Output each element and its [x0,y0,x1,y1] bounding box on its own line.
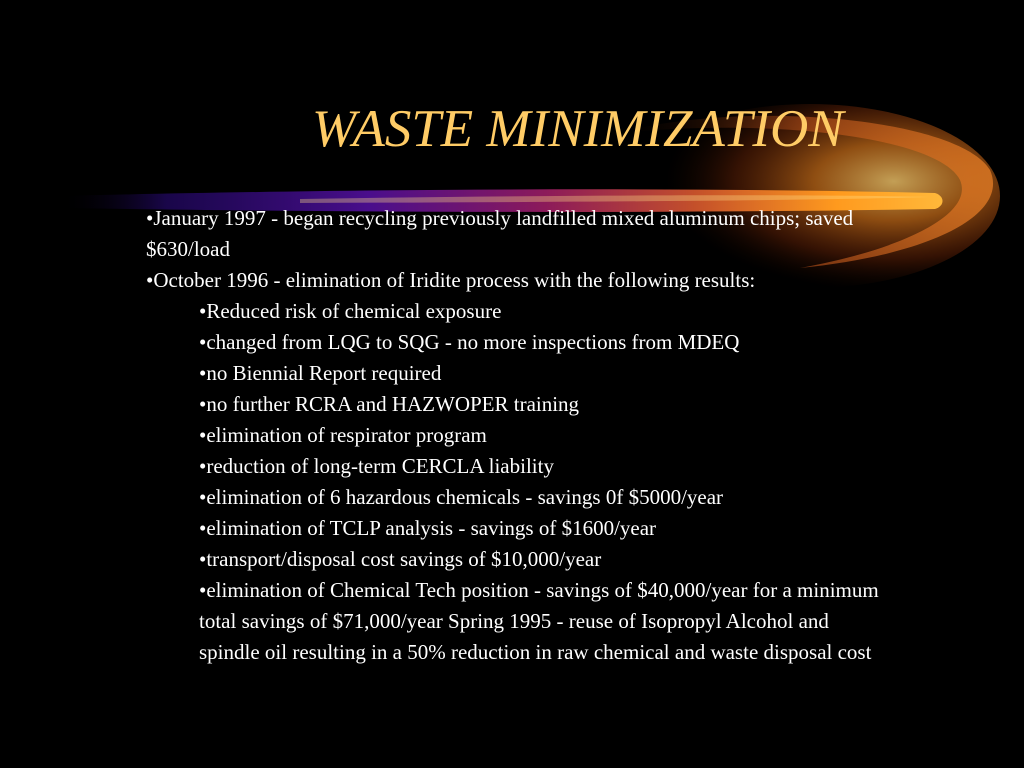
bullet-item: •January 1997 - began recycling previously landfilled mixed aluminum chips; saved $630/load [146,206,854,261]
sub-bullet-item: •no further RCRA and HAZWOPER training [199,392,580,416]
sub-bullet-item: •Reduced risk of chemical exposure [199,299,502,323]
sub-bullet-item: •reduction of long-term CERCLA liability [199,454,554,478]
sub-bullet-item: •elimination of respirator program [199,423,487,447]
sub-bullet-item: •transport/disposal cost savings of $10,000/year [199,547,602,571]
sub-bullet-item: •elimination of 6 hazardous chemicals - savings 0f $5000/year [199,485,724,509]
sub-bullet-item: •changed from LQG to SQG - no more inspections from MDEQ [199,330,740,354]
sub-bullet-item: •elimination of TCLP analysis - savings of $1600/year [199,516,657,540]
sub-bullet-item: •elimination of Chemical Tech position - savings of $40,000/year for a minimum total savings of $71,000/year Spring 1995 - reuse of Isopropyl Alcohol and spindle oil resulting in a 50% reduction in raw chemical and waste disposal cost [199,578,879,664]
slide-title: WASTE MINIMIZATION [312,100,844,158]
sub-bullet-item: •no Biennial Report required [199,361,442,385]
bullet-item: •October 1996 - elimination of Iridite process with the following results: [146,268,756,292]
slide-body [146,203,896,668]
